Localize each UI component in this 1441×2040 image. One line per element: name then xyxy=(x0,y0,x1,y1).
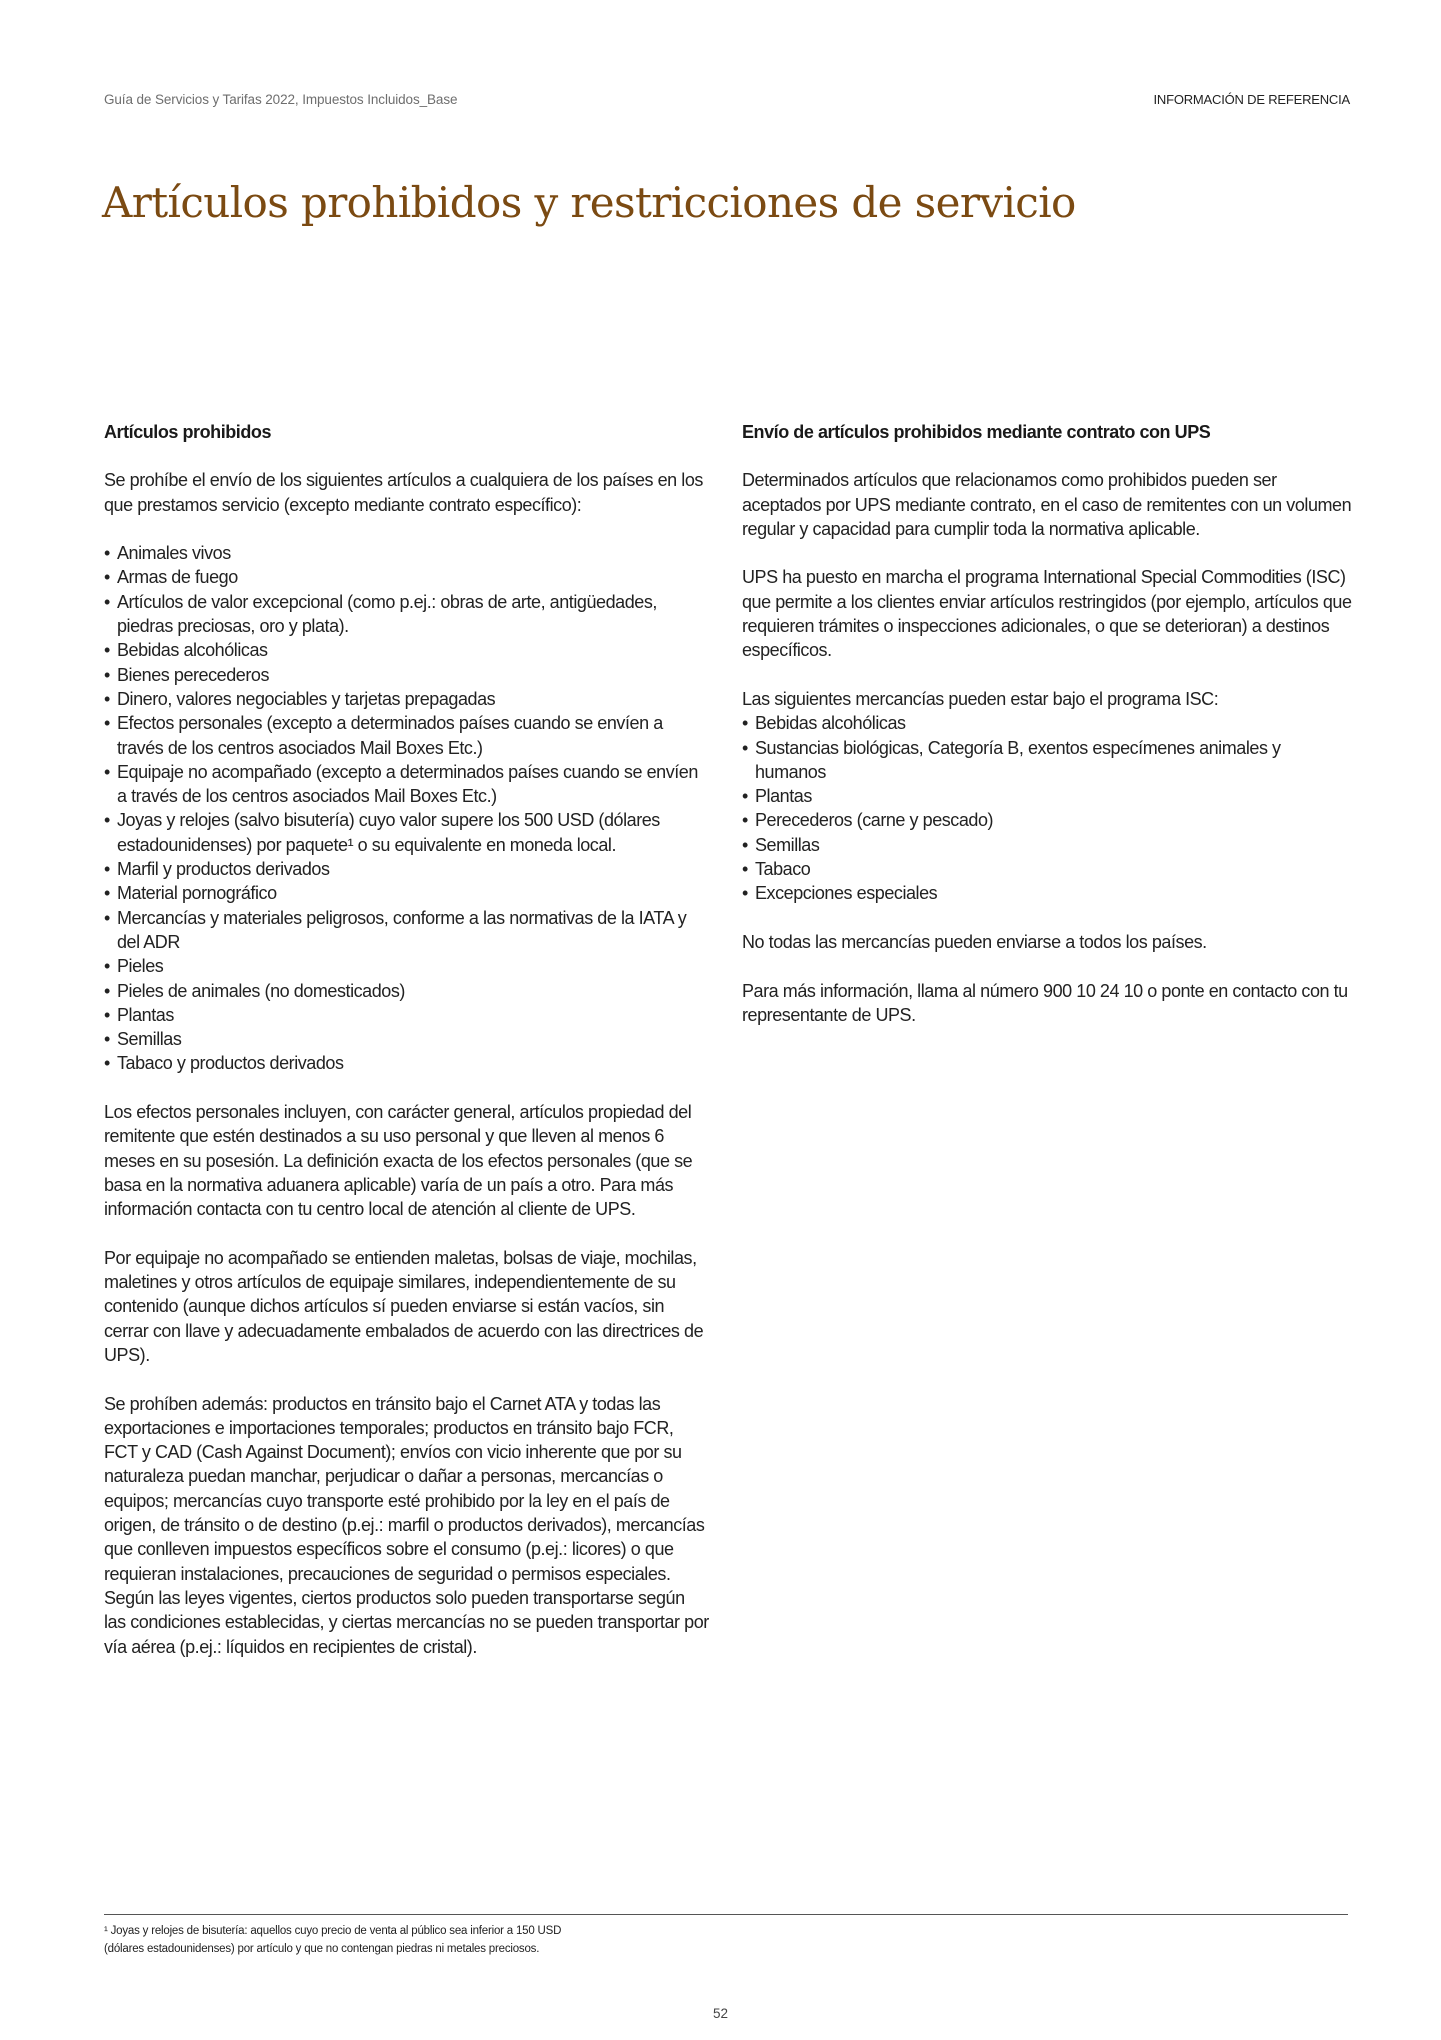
list-item: • Bebidas alcohólicas xyxy=(104,638,709,662)
list-item: • Perecederos (carne y pescado) xyxy=(742,808,1354,832)
additional-prohibitions-paragraph: Se prohíben además: productos en tránsito bajo el Carnet ATA y todas las exportaciones e importaciones temporales; productos en tránsito bajo FCR, FCT y CAD (Cash Against Document); envíos con vicio inherente que por su naturaleza puedan manchar, perjudicar o dañar a personas, mercancías o equipos; mercancías cuyo transporte esté prohibido por la ley en el país de origen, de tránsito o de destino (p.ej.: marfil o productos derivados), mercancías que conlleven impuestos específicos sobre el consumo (p.ej.: licores) o que requieran instalaciones, precauciones de seguridad o permisos especiales. Según las leyes vigentes, ciertos productos solo pueden transportarse según las condiciones establecidas, y ciertas mercancías no se pueden transportar por vía aérea (p.ej.: líquidos en recipientes de cristal). xyxy=(104,1393,709,1657)
list-item: • Armas de fuego xyxy=(104,565,709,589)
list-item: • Plantas xyxy=(742,784,1354,808)
list-item: • Bebidas alcohólicas xyxy=(742,711,1354,735)
list-item: • Pieles xyxy=(104,954,709,978)
footnote-line: ¹ Joyas y relojes de bisutería: aquellos cuyo precio de venta al público sea inferior a 150 USD xyxy=(104,1925,562,1937)
intro-paragraph: Se prohíbe el envío de los siguientes artículos a cualquiera de los países en los que prestamos servicio (excepto mediante contrato específico): xyxy=(104,470,703,515)
list-item: • Equipaje no acompañado (excepto a determinados países cuando se envíen a través de los centros asociados Mail Boxes Etc.) xyxy=(104,760,709,809)
list-item: • Semillas xyxy=(104,1027,709,1051)
list-item: • Joyas y relojes (salvo bisutería) cuyo valor supere los 500 USD (dólares estadounidenses) por paquete¹ o su equivalente en moneda local. xyxy=(104,808,709,857)
list-item: • Bienes perecederos xyxy=(104,663,709,687)
prohibited-items-column xyxy=(104,420,709,1683)
isc-list-intro: Las siguientes mercancías pueden estar bajo el programa ISC: xyxy=(742,688,1219,709)
list-item: • Marfil y productos derivados xyxy=(104,857,709,881)
section-heading-prohibited: Artículos prohibidos xyxy=(104,422,272,442)
list-item: • Tabaco y productos derivados xyxy=(104,1051,709,1075)
contact-paragraph: Para más información, llama al número 900 10 24 10 o ponte en contacto con tu representante de UPS. xyxy=(742,980,1348,1025)
list-item: • Efectos personales (excepto a determinados países cuando se envíen a través de los centros asociados Mail Boxes Etc.) xyxy=(104,711,709,760)
list-item: • Material pornográfico xyxy=(104,881,709,905)
list-item: • Semillas xyxy=(742,833,1354,857)
isc-items-list xyxy=(742,711,1354,905)
personal-effects-paragraph: Los efectos personales incluyen, con carácter general, artículos propiedad del remitente que estén destinados a su uso personal y que lleven al menos 6 meses en su posesión. La definición exacta de los efectos personales (que se basa en la normativa aduanera aplicable) varía de un país a otro. Para más información contacta con tu centro local de atención al cliente de UPS. xyxy=(104,1102,693,1220)
prohibited-items-list xyxy=(104,541,709,1076)
isc-program-paragraph: UPS ha puesto en marcha el programa International Special Commodities (ISC) que permite a los clientes enviar artículos restringidos (por ejemplo, artículos que requieren trámites o inspecciones adicionales, o que se deterioran) a destinos específicos. xyxy=(742,567,1352,661)
page-number: 52 xyxy=(712,2006,729,2021)
page-title: Artículos prohibidos y restricciones de servicio xyxy=(102,178,1076,227)
list-item: • Excepciones especiales xyxy=(742,881,1354,905)
list-item: • Dinero, valores negociables y tarjetas prepagadas xyxy=(104,687,709,711)
list-item: • Tabaco xyxy=(742,857,1354,881)
contract-paragraph: Determinados artículos que relacionamos como prohibidos pueden ser aceptados por UPS mediante contrato, en el caso de remitentes con un volumen regular y capacidad para cumplir toda la normativa aplicable. xyxy=(742,470,1352,539)
list-item: • Animales vivos xyxy=(104,541,709,565)
contract-shipping-column xyxy=(742,420,1354,1051)
list-item: • Mercancías y materiales peligrosos, conforme a las normativas de la IATA y del ADR xyxy=(104,906,709,955)
running-header-right: INFORMACIÓN DE REFERENCIA xyxy=(1153,92,1350,107)
list-item: • Artículos de valor excepcional (como p.ej.: obras de arte, antigüedades, piedras preciosas, oro y plata). xyxy=(104,590,709,639)
footnote-divider xyxy=(104,1914,1348,1915)
running-header-left: Guía de Servicios y Tarifas 2022, Impuestos Incluidos_Base xyxy=(104,92,458,107)
footnote xyxy=(104,1922,664,1958)
list-item: • Plantas xyxy=(104,1003,709,1027)
availability-note: No todas las mercancías pueden enviarse a todos los países. xyxy=(742,931,1207,952)
unaccompanied-baggage-paragraph: Por equipaje no acompañado se entienden maletas, bolsas de viaje, mochilas, maletines y otros artículos de equipaje similares, independientemente de su contenido (aunque dichos artículos sí pueden enviarse si están vacíos, sin cerrar con llave y adecuadamente embalados de acuerdo con las directrices de UPS). xyxy=(104,1247,704,1365)
list-item: • Pieles de animales (no domesticados) xyxy=(104,979,709,1003)
section-heading-contract: Envío de artículos prohibidos mediante contrato con UPS xyxy=(742,422,1211,442)
list-item: • Sustancias biológicas, Categoría B, exentos especímenes animales y humanos xyxy=(742,736,1354,785)
footnote-line: (dólares estadounidenses) por artículo y que no contengan piedras ni metales preciosos. xyxy=(104,1943,540,1955)
